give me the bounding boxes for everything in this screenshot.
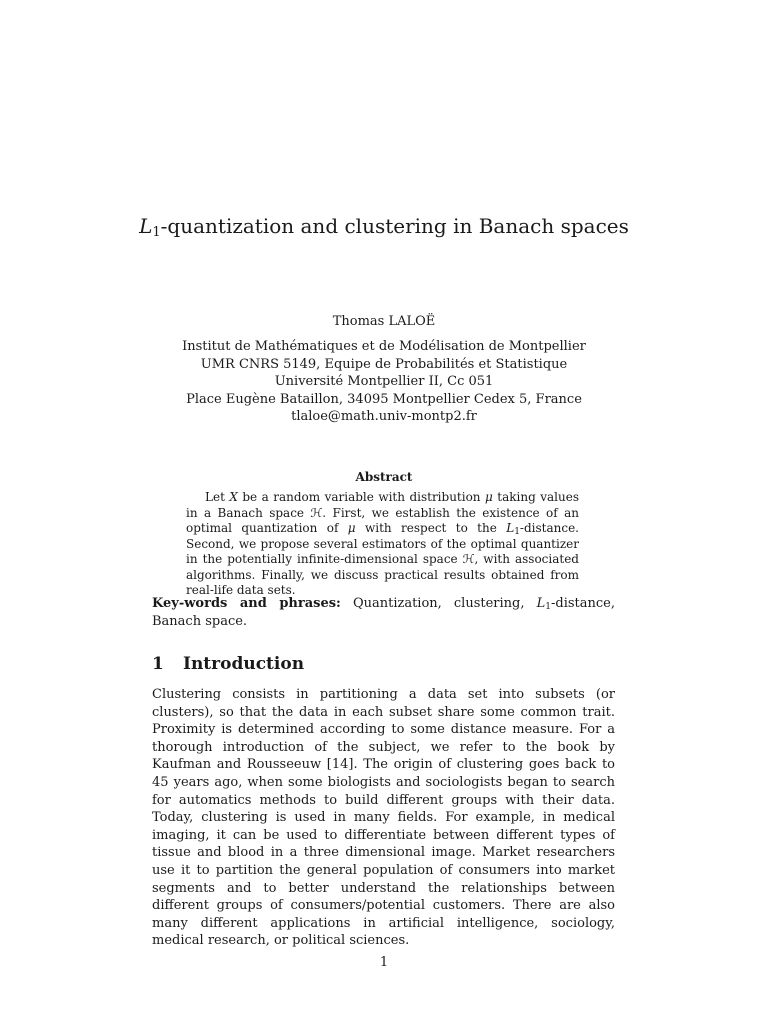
abstract-fragment: be a random variable with distribution (237, 490, 485, 504)
abstract-fragment: taking values in a Banach space (186, 490, 579, 520)
abstract-math: L (506, 521, 515, 535)
keywords-label: Key-words and phrases: (152, 596, 341, 611)
author-name: Thomas LALOË (332, 314, 436, 329)
abstract-math: ℋ (310, 505, 323, 520)
affiliation-line: Université Montpellier II, Cc 051 (274, 374, 494, 389)
keywords-math-subscript: 1 (545, 602, 551, 612)
abstract-math: μ (485, 490, 493, 504)
abstract-fragment: , with associated algorithms. Finally, we discuss practical results obtained from real-life data sets. (186, 552, 579, 597)
paper-title (0, 213, 768, 239)
title-subscript: 1 (152, 225, 161, 240)
section-heading (152, 652, 304, 676)
keywords-text: Quantization, clustering, (340, 596, 537, 611)
abstract-math: ℋ (462, 552, 475, 566)
keywords-math: L (536, 596, 546, 611)
title-text: -quantization and clustering in Banach spaces (160, 214, 629, 238)
section-number: 1 (152, 654, 164, 674)
abstract-fragment: Let (205, 490, 230, 504)
affiliation-line: Place Eugène Bataillon, 34095 Montpellier Cedex 5, France (186, 391, 582, 407)
affiliation-line: Institut de Mathématiques et de Modélisation de Montpellier (182, 339, 586, 354)
abstract-fragment: with respect to the (355, 521, 507, 535)
section-title: Introduction (183, 654, 305, 674)
keywords (152, 595, 615, 631)
abstract-math-subscript: 1 (514, 527, 520, 537)
title-symbol: L (139, 214, 153, 238)
abstract-fragment: -distance. Second, we propose several estimators of the optimal quantizer in the potentially infinite-dimensional space (186, 521, 579, 566)
intro-paragraph: Clustering consists in partitioning a data set into subsets (or clusters), so that the data in each subset share some common trait. Proximity is determined according to some distance measure. For a thorough introduction of the subject, we refer to the book by Kaufman and Rousseeuw [14]. The origin of clustering goes back to 45 years ago, when some biologists and sociologists began to search for automatics methods to build different groups with their data. Today, clustering is used in many fields. For example, in medical imaging, it can be used to differentiate between different types of tissue and blood in a three dimensional image. Market researchers use it to partition the general population of consumers into market segments and to better understand the relationships between different groups of consumers/potential customers. There are also many different applications in artificial intelligence, sociology, medical research, or political sciences. (152, 687, 615, 949)
abstract-heading: Abstract (355, 470, 413, 484)
keywords-text: -distance, Banach space. (152, 596, 615, 629)
author-email: tlaloe@math.univ-montp2.fr (291, 409, 477, 424)
abstract-math: μ (347, 521, 356, 535)
affiliation-line: UMR CNRS 5149, Equipe de Probabilités et Statistique (200, 356, 568, 372)
abstract-text (186, 490, 579, 599)
author-block (0, 313, 768, 426)
abstract-fragment: . First, we establish the existence of an optimal quantization of (186, 505, 579, 535)
abstract-math: X (229, 490, 238, 504)
page-number: 1 (379, 955, 389, 970)
